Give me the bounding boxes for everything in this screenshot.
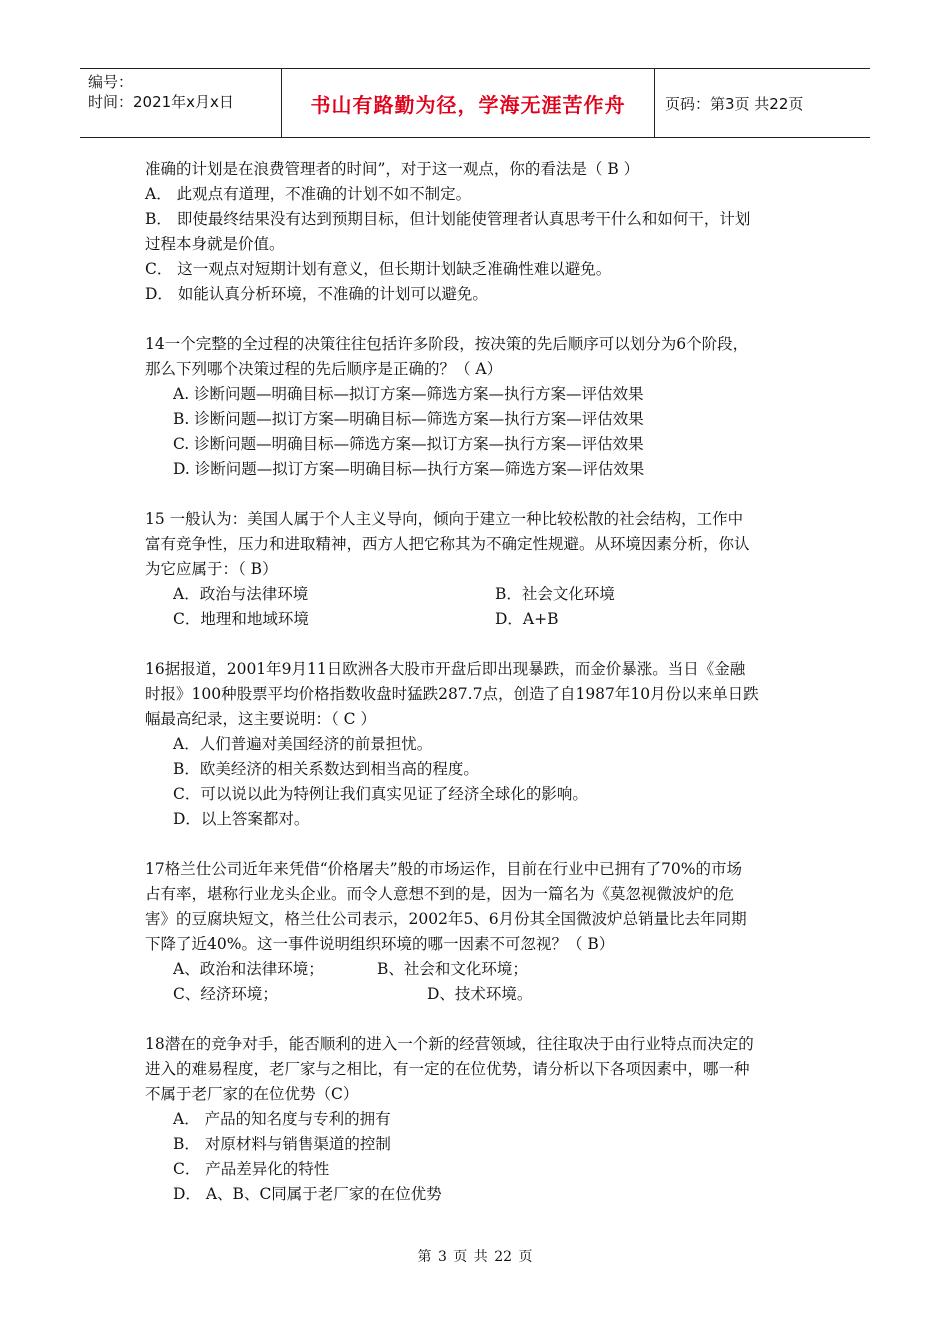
q15-stem-line2: 富有竞争性，压力和进取精神，西方人把它称其为不确定性规避。从环境因素分析，你认: [145, 535, 750, 553]
q13-option-b-line2: 过程本身就是价值。: [145, 235, 285, 253]
q13-option-a: A． 此观点有道理，不准确的计划不如不制定。: [145, 185, 472, 203]
q16-stem-line2: 时报》100种股票平均价格指数收盘时猛跌287.7点，创造了自1987年10月份以来单日跌: [145, 685, 759, 703]
q15-option-d: D．A+B: [495, 610, 559, 628]
q18-option-b: B． 对原材料与销售渠道的控制: [173, 1135, 391, 1153]
q15-stem-line3: 为它应属于：（ B）: [145, 560, 278, 578]
q17-stem-line4: 下降了近40%。这一事件说明组织环境的哪一因素不可忽视？（ B）: [145, 935, 615, 953]
q16-option-d: D．以上答案都对。: [173, 810, 310, 828]
q17-option-b: B、社会和文化环境；: [377, 960, 528, 978]
page-footer: 第 3 页 共 22 页: [417, 1249, 533, 1265]
q16-option-a: A．人们普遍对美国经济的前景担忧。: [173, 735, 433, 753]
q14-stem-line2: 那么下列哪个决策过程的先后顺序是正确的？（ A）: [145, 360, 503, 378]
q15-option-b: B．社会文化环境: [495, 585, 615, 603]
q18-stem-line3: 不属于老厂家的在位优势（C）: [145, 1085, 359, 1103]
q14-option-a: A. 诊断问题—明确目标—拟订方案—筛选方案—执行方案—评估效果: [173, 385, 644, 403]
q17-stem-line2: 占有率，堪称行业龙头企业。而令人意想不到的是，因为一篇名为《莫忽视微波炉的危: [145, 885, 735, 903]
header-motto: 书山有路勤为径，学海无涯苦作舟: [282, 69, 655, 137]
q18-stem-line1: 18潜在的竞争对手，能否顺利的进入一个新的经营领域，往往取决于由行业特点而决定的: [145, 1035, 754, 1053]
q17-stem-line1: 17格兰仕公司近年来凭借“价格屠夫”般的市场运作，目前在行业中已拥有了70%的市场: [145, 860, 743, 878]
q13-option-d: D． 如能认真分析环境，不准确的计划可以避免。: [145, 285, 488, 303]
q13-option-b-line1: B． 即使最终结果没有达到预期目标，但计划能使管理者认真思考干什么和如何干，计划: [145, 210, 751, 228]
q16-stem-line1: 16据报道，2001年9月11日欧洲各大股市开盘后即出现暴跌，而金价暴涨。当日《金融: [145, 660, 746, 678]
document-body: [145, 157, 815, 1207]
q16-stem-line3: 幅最高纪录，这主要说明：（ C ）: [145, 710, 376, 728]
q13-option-c: C． 这一观点对短期计划有意义，但长期计划缺乏准确性难以避免。: [145, 260, 612, 278]
q15-option-c: C．地理和地域环境: [173, 610, 309, 628]
q18-option-a: A． 产品的知名度与专利的拥有: [173, 1110, 391, 1128]
header-meta: [80, 69, 282, 137]
q18-option-d: D． A、B、C同属于老厂家的在位优势: [173, 1185, 442, 1203]
q18-stem-line2: 进入的难易程度，老厂家与之相比，有一定的在位优势，请分析以下各项因素中，哪一种: [145, 1060, 750, 1078]
q13-stem: 准确的计划是在浪费管理者的时间”，对于这一观点，你的看法是（ B ）: [145, 160, 640, 178]
header-page-info: 页码：第3页 共22页: [665, 94, 804, 113]
page-header: [80, 68, 870, 138]
q17-option-c: C、经济环境；: [173, 985, 278, 1003]
doc-number-label: 编号：: [88, 73, 134, 91]
q15-option-a: A．政治与法律环境: [173, 585, 309, 603]
q14-option-d: D. 诊断问题—拟订方案—明确目标—执行方案—筛选方案—评估效果: [173, 460, 645, 478]
q17-option-a: A、政治和法律环境；: [173, 960, 324, 978]
q14-option-b: B. 诊断问题—拟订方案—明确目标—筛选方案—执行方案—评估效果: [173, 410, 644, 428]
q18-option-c: C． 产品差异化的特性: [173, 1160, 330, 1178]
q14-stem-line1: 14一个完整的全过程的决策往往包括许多阶段，按决策的先后顺序可以划分为6个阶段，: [145, 335, 749, 353]
q14-option-c: C. 诊断问题—明确目标—筛选方案—拟订方案—执行方案—评估效果: [173, 435, 644, 453]
q16-option-c: C．可以说以此为特例让我们真实见证了经济全球化的影响。: [173, 785, 588, 803]
q17-stem-line3: 害》的豆腐块短文，格兰仕公司表示，2002年5、6月份其全国微波炉总销量比去年同期: [145, 910, 747, 928]
doc-date: 时间：2021年x月x日: [88, 93, 234, 111]
q17-option-d: D、技术环境。: [427, 985, 533, 1003]
q15-stem-line1: 15 一般认为：美国人属于个人主义导向，倾向于建立一种比较松散的社会结构，工作中: [145, 510, 744, 528]
q16-option-b: B．欧美经济的相关系数达到相当高的程度。: [173, 760, 479, 778]
